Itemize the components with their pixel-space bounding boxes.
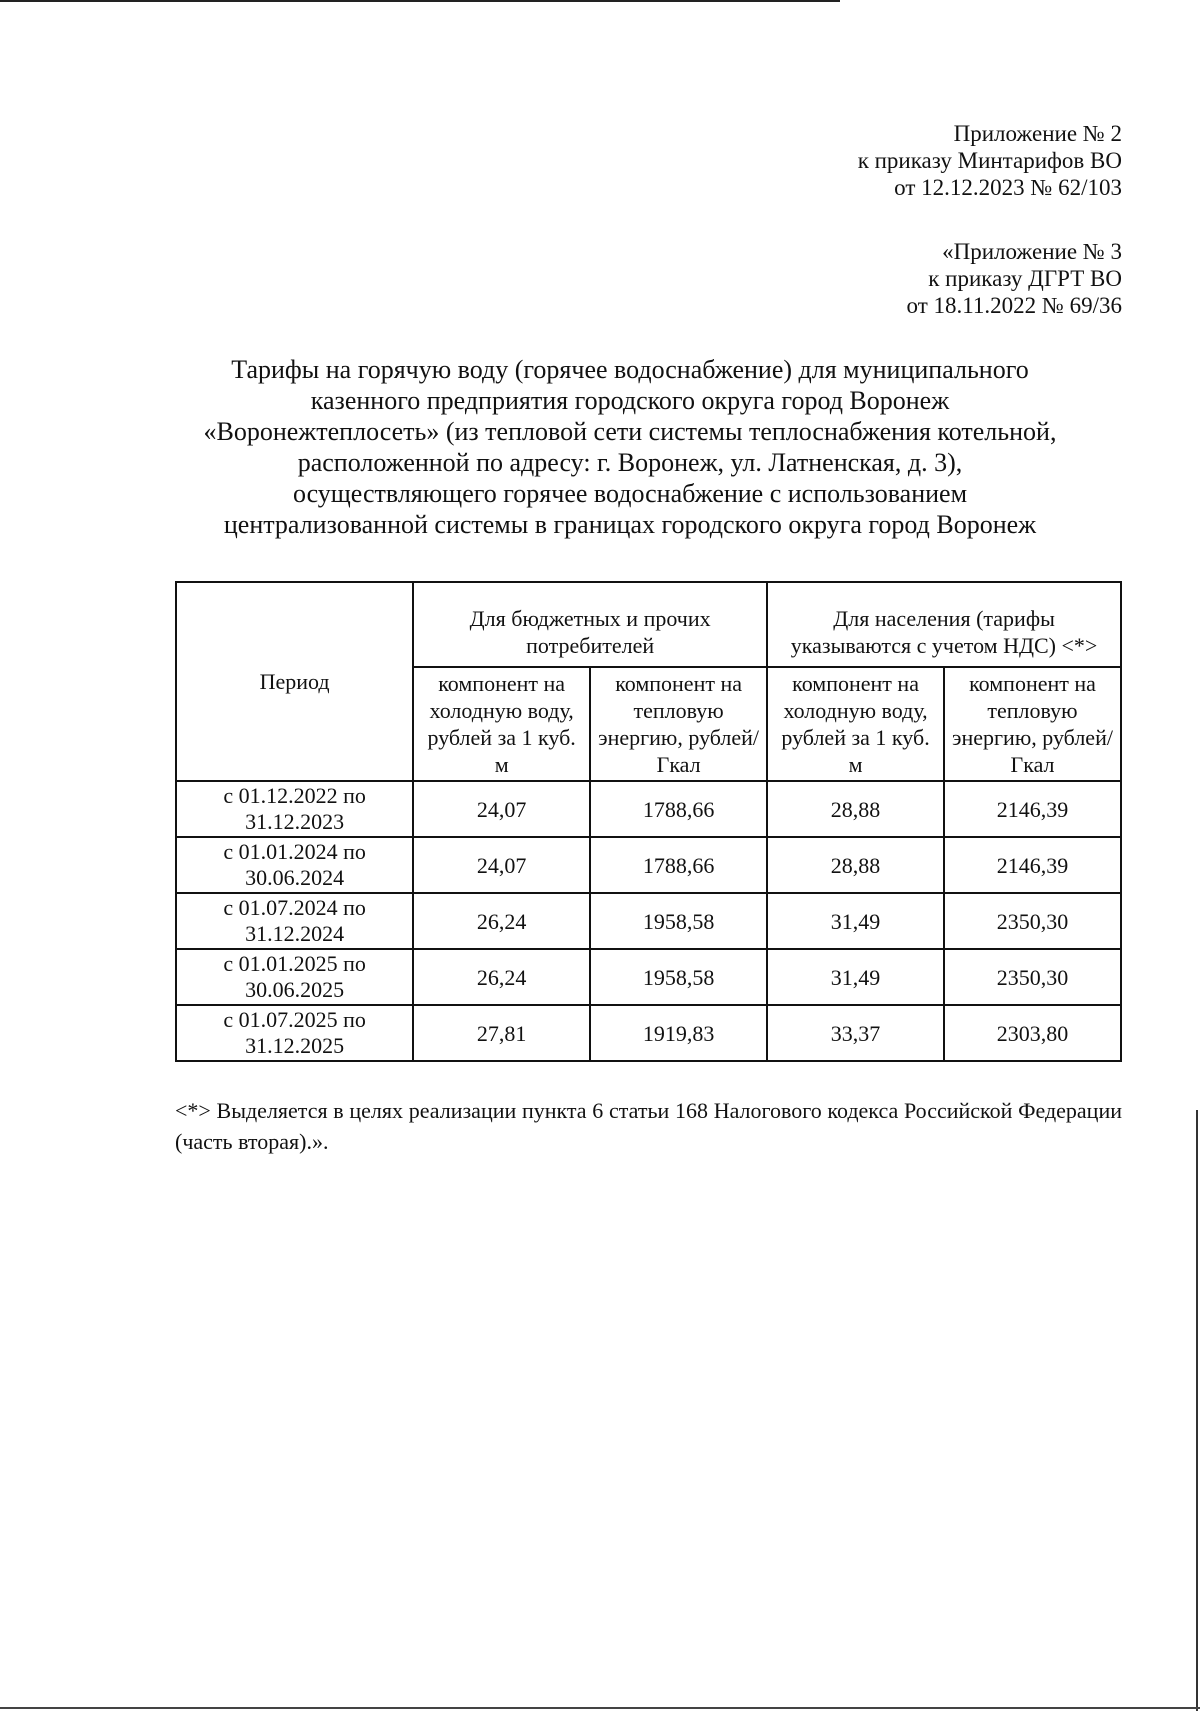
budget-cold-cell: 24,07 [413,781,590,837]
period-cell: с 01.07.2024 по 31.12.2024 [176,893,413,949]
population-heat-cell: 2350,30 [944,893,1121,949]
table-row [176,893,1121,949]
population-heat-cell: 2146,39 [944,837,1121,893]
population-heat-cell: 2350,30 [944,949,1121,1005]
population-cold-cell: 28,88 [767,837,944,893]
period-cell: с 01.01.2025 по 30.06.2025 [176,949,413,1005]
population-group-label: Для населения (тарифы указываются с учетом НДС) <*> [790,605,1098,658]
period-cell: с 01.07.2025 по 31.12.2025 [176,1005,413,1061]
document-title [150,354,1110,540]
scan-edge-top [0,0,840,2]
period-header: Период [176,582,413,781]
budget-cold-cell: 26,24 [413,893,590,949]
population-cold-cell: 33,37 [767,1005,944,1061]
budget-cold-cell: 27,81 [413,1005,590,1061]
title-line3: «Воронежтеплосеть» (из тепловой сети системы теплоснабжения котельной, [203,417,1057,446]
budget-cold-cell: 24,07 [413,837,590,893]
table-row [176,1005,1121,1061]
population-group-header [767,582,1121,667]
population-heat-header: компонент на тепловую энергию, рублей/Гкал [944,667,1121,781]
population-heat-cell: 2303,80 [944,1005,1121,1061]
budget-cold-header: компонент на холодную воду, рублей за 1 куб. м [413,667,590,781]
population-heat-cell: 2146,39 [944,781,1121,837]
budget-heat-cell: 1919,83 [590,1005,767,1061]
title-line5: осуществляющего горячее водоснабжение с использованием [292,479,968,508]
population-cold-cell: 28,88 [767,781,944,837]
appendix-current-line3: от 12.12.2023 № 62/103 [894,175,1122,200]
population-cold-cell: 31,49 [767,949,944,1005]
appendix-current-line2: к приказу Минтарифов ВО [857,148,1122,173]
table-row [176,949,1121,1005]
budget-heat-header: компонент на тепловую энергию, рублей/Гкал [590,667,767,781]
population-cold-cell: 31,49 [767,893,944,949]
title-line2: казенного предприятия городского округа город Воронеж [310,386,950,415]
budget-group-label: Для бюджетных и прочих потребителей [469,605,711,658]
title-line6: централизованной системы в границах городского округа город Воронеж [223,510,1037,539]
appendix-amended-line2: к приказу ДГРТ ВО [928,266,1122,291]
table-row [176,781,1121,837]
budget-heat-cell: 1788,66 [590,781,767,837]
appendix-amended-line3: от 18.11.2022 № 69/36 [906,293,1122,318]
scan-edge-right [1196,1110,1198,1711]
budget-group-header [413,582,767,667]
budget-heat-cell: 1788,66 [590,837,767,893]
scan-edge-bottom [0,1707,1200,1709]
period-cell: с 01.01.2024 по 30.06.2024 [176,837,413,893]
budget-heat-cell: 1958,58 [590,893,767,949]
title-line1: Тарифы на горячую воду (горячее водоснабжение) для муниципального [231,355,1029,384]
appendix-current-line1: Приложение № 2 [953,121,1122,146]
footnote: <*> Выделяется в целях реализации пункта 6 статьи 168 Налогового кодекса Российской Федерации (часть вторая).». [175,1098,1122,1154]
title-line4: расположенной по адресу: г. Воронеж, ул. Латненская, д. 3), [297,448,963,477]
tariff-table [175,581,1122,1062]
appendix-amended-line1: «Приложение № 3 [942,239,1122,264]
appendix-current-block [858,120,1122,201]
period-cell: с 01.12.2022 по 31.12.2023 [176,781,413,837]
appendix-amended-block [907,238,1122,319]
population-cold-header: компонент на холодную воду, рублей за 1 куб. м [767,667,944,781]
budget-cold-cell: 26,24 [413,949,590,1005]
budget-heat-cell: 1958,58 [590,949,767,1005]
table-row [176,837,1121,893]
